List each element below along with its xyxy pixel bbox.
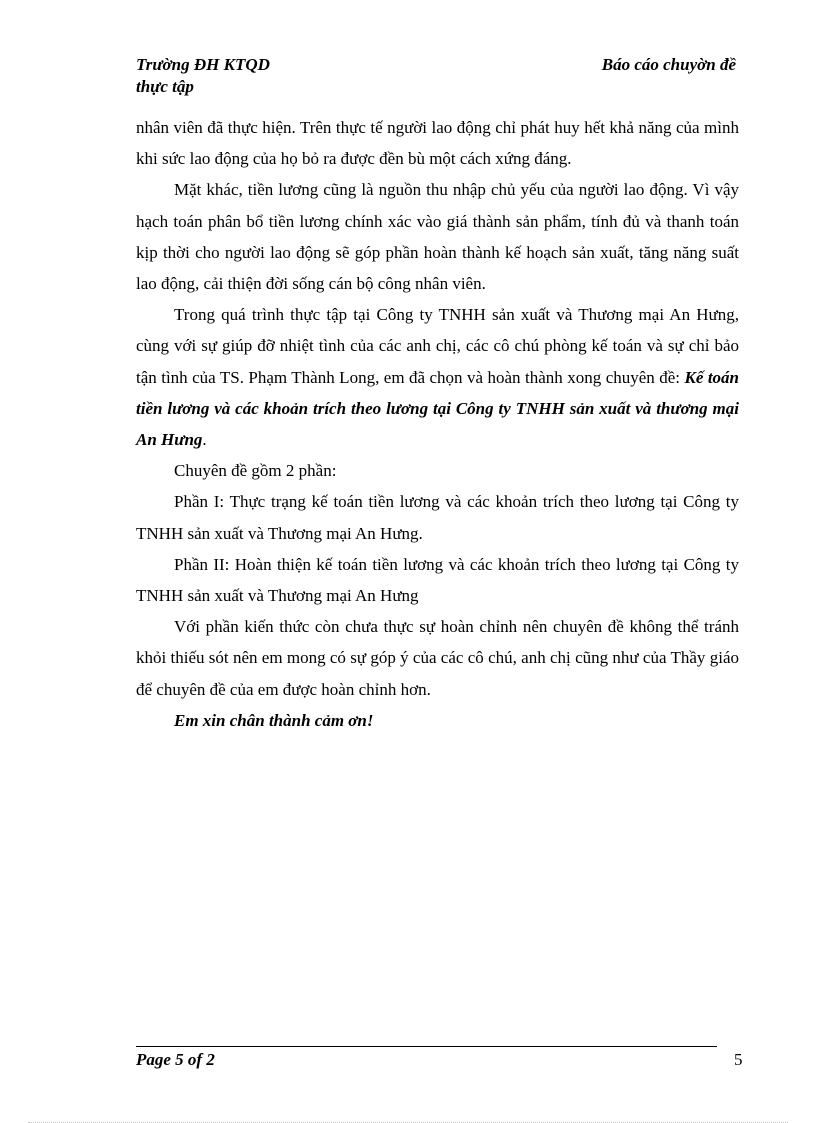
paragraph-salary-income: Mặt khác, tiền lương cũng là nguồn thu nhập chủ yếu của người lao động. Vì vậy hạch toán phân bổ tiền lương chính xác vào giá thành sản phẩm, tính đủ và thanh toán kịp thời cho người lao động sẽ góp phần hoàn thành kế hoạch sản xuất, tăng năng suất lao động, cải thiện đời sống cán bộ công nhân viên. <box>136 180 739 294</box>
header-right: Báo cáo chuyờn đề <box>601 55 736 74</box>
paragraph-continuation: nhân viên đã thực hiện. Trên thực tế người lao động chỉ phát huy hết khả năng của mình khi sức lao động của họ bỏ ra được đền bù một cách xứng đáng. <box>136 118 739 169</box>
header-left-line2: thực tập <box>136 77 194 96</box>
footer-page-number: 5 <box>734 1050 743 1069</box>
topic-end: . <box>202 430 207 450</box>
header-left-line1: Trường ĐH KTQD <box>136 55 270 74</box>
paragraph-closing: Với phần kiến thức còn chưa thực sự hoàn chỉnh nên chuyên đề không thể tránh khỏi thiếu sót nên em mong có sự góp ý của các cô chú, anh chị cũng như của Thầy giáo để chuyên đề của em được hoàn chỉnh hơn. <box>136 617 739 699</box>
paragraph-part-two: Phần II: Hoàn thiện kế toán tiền lương và các khoản trích theo lương tại Công ty TNHH sản xuất và Thương mại An Hưng <box>136 554 739 606</box>
footer-page-label: Page 5 of 2 <box>136 1050 215 1069</box>
paragraph-part-one: Phần I: Thực trạng kế toán tiền lương và các khoản trích theo lương tại Công ty TNHH sản xuất và Thương mại An Hưng. <box>136 492 739 543</box>
document-body <box>136 112 739 736</box>
paragraph-thanks: Em xin chân thành cảm ơn! <box>174 710 374 730</box>
topic-title: Kế toán tiền lương và các khoản trích theo lương tại Công ty TNHH sản xuất và thương mại An Hưng <box>136 367 740 450</box>
page-header <box>136 54 736 98</box>
footer-divider <box>136 1046 717 1047</box>
internship-text: Trong quá trình thực tập tại Công ty TNHH sản xuất và Thương mại An Hưng, cùng với sự giúp đỡ nhiệt tình của các anh chị, các cô chú phòng kế toán và sự chỉ bảo tận tình của TS. Phạm Thành Long, em đã chọn và hoàn thành xong chuyên đề: <box>136 305 739 387</box>
paragraph-structure: Chuyên đề gồm 2 phần: <box>174 461 337 481</box>
paragraph-internship <box>136 299 739 455</box>
